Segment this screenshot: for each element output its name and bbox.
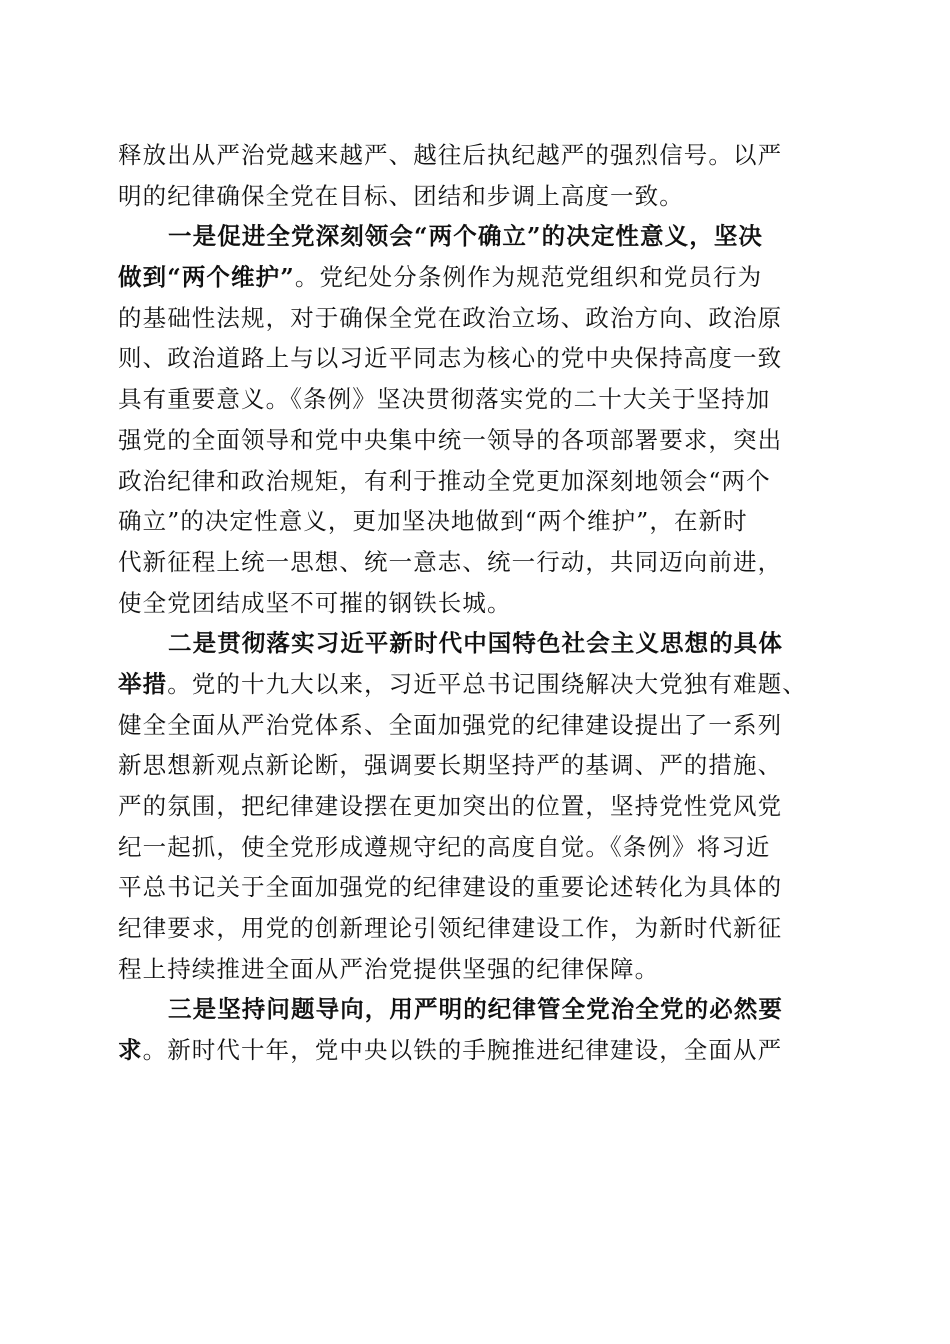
paragraph-2-line-4 <box>118 745 838 786</box>
paragraph-heading: 求 <box>118 1036 143 1065</box>
paragraph-2-line-7 <box>118 867 838 908</box>
line-text: 具有重要意义。《条例》坚决贯彻落实党的二十大关于坚持加 <box>118 385 771 414</box>
line-text: 强党的全面领导和党中央集中统一领导的各项部署要求，突出 <box>118 425 783 454</box>
document-body <box>118 135 838 1071</box>
line-text: 的基础性法规，对于确保全党在政治立场、政治方向、政治原 <box>118 303 783 332</box>
paragraph-1-line-6 <box>118 420 838 461</box>
paragraph-1-line-1 <box>118 216 838 257</box>
paragraph-2-line-1 <box>118 623 838 664</box>
line-text: 释放出从严治党越来越严、越往后执纪越严的强烈信号。以严 <box>118 141 783 169</box>
paragraph-1-line-7 <box>118 461 838 502</box>
line-text: 健全全面从严治党体系、全面加强党的纪律建设提出了一系列 <box>118 710 783 739</box>
paragraph-3-line-2 <box>118 1030 838 1071</box>
line-text: 。党的十九大以来，习近平总书记围绕解决大党独有难题、 <box>167 669 807 698</box>
line-text: 代新征程上统一思想、统一意志、统一行动，共同迈向前进， <box>118 547 783 576</box>
paragraph-0-line-1 <box>118 135 838 176</box>
line-text: 纪律要求，用党的创新理论引领纪律建设工作，为新时代新征 <box>118 914 783 943</box>
line-text: 明的纪律确保全党在目标、团结和步调上高度一致。 <box>118 181 684 210</box>
line-text: 程上持续推进全面从严治党提供坚强的纪律保障。 <box>118 954 660 983</box>
paragraph-1-line-2 <box>118 257 838 298</box>
paragraph-heading: 三是坚持问题导向，用严明的纪律管全党治全党的必然要 <box>168 995 783 1024</box>
paragraph-2-line-2 <box>118 664 838 705</box>
paragraph-1-line-3 <box>118 298 838 339</box>
paragraph-heading: 二是贯彻落实习近平新时代中国特色社会主义思想的具体 <box>168 629 783 658</box>
line-text: 。新时代十年，党中央以铁的手腕推进纪律建设，全面从严 <box>142 1036 783 1065</box>
line-text: 平总书记关于全面加强党的纪律建设的重要论述转化为具体的 <box>118 873 783 902</box>
paragraph-2-line-6 <box>118 827 838 868</box>
line-text: 新思想新观点新论断，强调要长期坚持严的基调、严的措施、 <box>118 751 783 780</box>
paragraph-1-line-4 <box>118 338 838 379</box>
line-text: 使全党团结成坚不可摧的钢铁长城。 <box>118 588 512 617</box>
paragraph-2-line-9 <box>118 949 838 990</box>
paragraph-2-line-5 <box>118 786 838 827</box>
line-text: 纪一起抓，使全党形成遵规守纪的高度自觉。《条例》将习近 <box>118 832 771 861</box>
line-text: 则、政治道路上与以习近平同志为核心的党中央保持高度一致 <box>118 344 783 373</box>
line-text: 政治纪律和政治规矩，有利于推动全党更加深刻地领会“两个 <box>118 466 771 495</box>
paragraph-2-line-3 <box>118 705 838 746</box>
paragraph-heading: 举措 <box>118 669 168 698</box>
paragraph-1-line-10 <box>118 583 838 624</box>
paragraph-1-line-5 <box>118 379 838 420</box>
paragraph-1-line-9 <box>118 542 838 583</box>
line-text: 严的氛围，把纪律建设摆在更加突出的位置，坚持党性党风党 <box>118 792 783 820</box>
paragraph-2-line-8 <box>118 908 838 949</box>
line-text: 确立”的决定性意义，更加坚决地做到“两个维护”，在新时 <box>118 507 748 536</box>
paragraph-3-line-1 <box>118 989 838 1030</box>
paragraph-heading: 做到“两个维护” <box>118 263 295 292</box>
paragraph-0-line-2 <box>118 176 838 217</box>
paragraph-heading: 一是促进全党深刻领会“两个确立”的决定性意义，坚决 <box>168 222 764 251</box>
line-text: 。党纪处分条例作为规范党组织和党员行为 <box>294 263 763 292</box>
paragraph-1-line-8 <box>118 501 838 542</box>
